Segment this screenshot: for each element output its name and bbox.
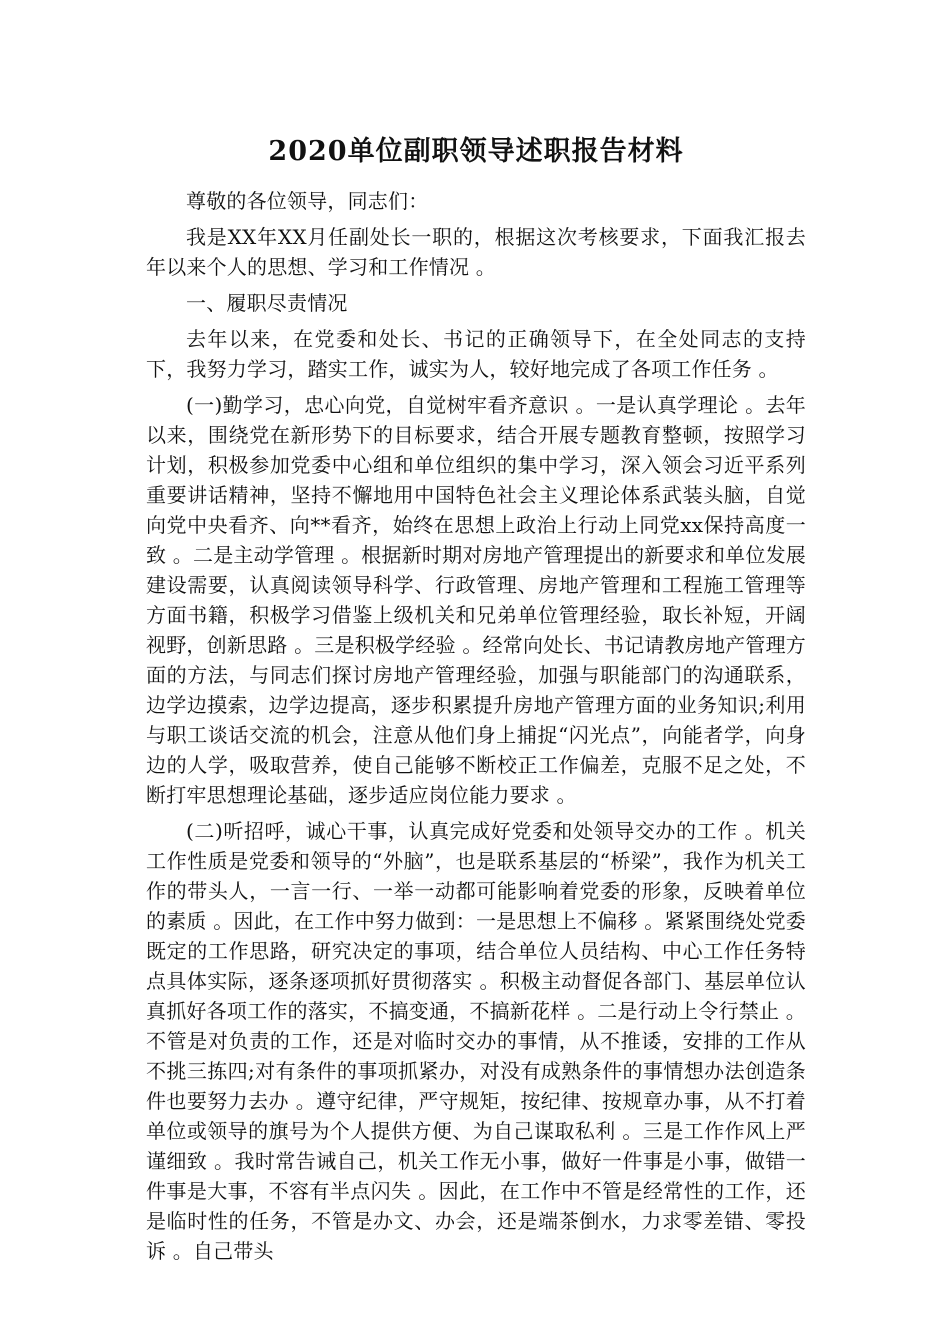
intro-paragraph: 我是XX年XX月任副处长一职的，根据这次考核要求，下面我汇报去年以来个人的思想、学习和工作情况 。 (146, 225, 806, 279)
salutation-paragraph: 尊敬的各位领导，同志们： (186, 189, 429, 213)
document-page (146, 128, 806, 1266)
section-heading: 一、履职尽责情况 (186, 291, 348, 315)
work-paragraph: (二)听招呼，诚心干事，认真完成好党委和处领导交办的工作 。机关工作性质是党委和领导的“外脑”，也是联系基层的“桥梁”，我作为机关工作的带头人，一言一行、一举一动都可能影响着党委的形象，反映着单位的素质 。因此，在工作中努力做到：一是思想上不偏移 。紧紧围绕处党委既定的工作思路，研究决定的事项，结合单位人员结构、中心工作任务特点具体实际，逐条逐项抓好贯彻落实 。积极主动督促各部门、基层单位认真抓好各项工作的落实，不搞变通，不搞新花样 。二是行动上令行禁止 。不管是对负责的工作，还是对临时交办的事情，从不推诿，安排的工作从不挑三拣四;对有条件的事项抓紧办，对没有成熟条件的事情想办法创造条件也要努力去办 。遵守纪律，严守规矩，按纪律、按规章办事，从不打着单位或领导的旗号为个人提供方便、为自己谋取私利 。三是工作作风上严谨细致 。我时常告诫自己，机关工作无小事，做好一件事是小事，做错一件事是大事，不容有半点闪失 。因此，在工作中不管是经常性的工作，还是临时性的任务，不管是办文、办会，还是端茶倒水，力求零差错、零投诉 。自己带头 (146, 819, 806, 1263)
overview-paragraph: 去年以来，在党委和处长、书记的正确领导下，在全处同志的支持下，我努力学习，踏实工作，诚实为人，较好地完成了各项工作任务 。 (146, 327, 806, 381)
document-title: 2020单位副职领导述职报告材料 (268, 136, 684, 167)
study-paragraph: (一)勤学习，忠心向党，自觉树牢看齐意识 。一是认真学理论 。去年以来，围绕党在新形势下的目标要求，结合开展专题教育整顿，按照学习计划，积极参加党委中心组和单位组织的集中学习，深入领会习近平系列重要讲话精神，坚持不懈地用中国特色社会主义理论体系武装头脑，自觉向党中央看齐、向**看齐，始终在思想上政治上行动上同党xx保持高度一致 。二是主动学管理 。根据新时期对房地产管理提出的新要求和单位发展建设需要，认真阅读领导科学、行政管理、房地产管理和工程施工管理等方面书籍，积极学习借鉴上级机关和兄弟单位管理经验，取长补短，开阔视野，创新思路 。三是积极学经验 。经常向处长、书记请教房地产管理方面的方法，与同志们探讨房地产管理经验，加强与职能部门的沟通联系，边学边摸索，边学边提高，逐步积累提升房地产管理方面的业务知识;利用与职工谈话交流的机会，注意从他们身上捕捉“闪光点”，向能者学，向身边的人学，吸取营养，使自己能够不断校正工作偏差，克服不足之处，不断打牢思想理论基础，逐步适应岗位能力要求 。 (146, 393, 806, 807)
